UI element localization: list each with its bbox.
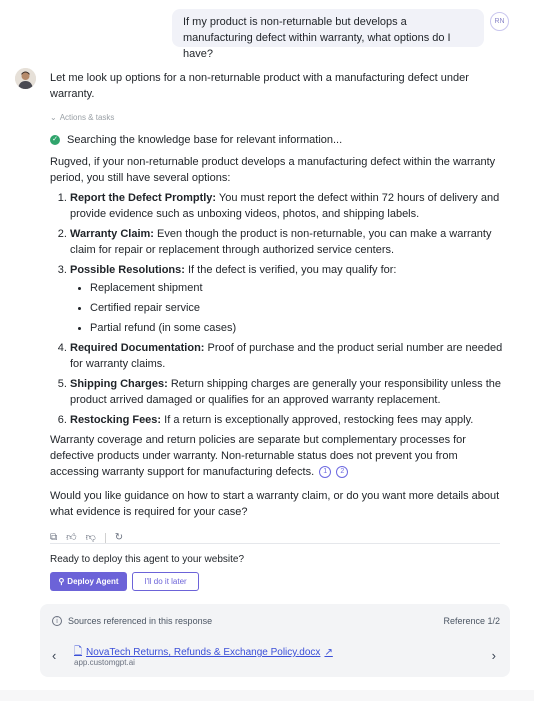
divider <box>105 533 106 543</box>
answer-followup: Would you like guidance on how to start a warranty claim, or do you want more details about what evidence is required for your case? <box>50 490 500 518</box>
options-list <box>50 190 506 428</box>
document-icon: 🗋 <box>74 646 83 657</box>
sources-header-text: Sources referenced in this response <box>68 616 213 626</box>
answer-lead: Rugved, if your non-returnable product develops a manufacturing defect within the warranty period, you still have several options: <box>50 156 496 184</box>
chevron-left-icon[interactable]: ‹ <box>52 648 57 663</box>
search-status <box>50 132 506 148</box>
divider <box>50 543 500 544</box>
citation-2[interactable]: 2 <box>336 466 348 478</box>
list-item: 3. Possible Resolutions: If the defect is verified, you may qualify for: Replacement shipment Certified repair service Partial refund (in some cases) <box>70 262 506 336</box>
thumbs-down-icon[interactable]: 👎︎ <box>85 532 96 543</box>
check-circle-icon: ✓ <box>50 135 60 145</box>
sources-header <box>52 616 212 626</box>
list-item: 5. Shipping Charges: Return shipping charges are generally your responsibility unless the product arrived damaged or qualifies for an approved warranty replacement. <box>70 376 506 408</box>
user-message: If my product is non-returnable but develops a manufacturing defect within warranty, what options do I have? <box>172 9 484 47</box>
list-item: 6. Restocking Fees: If a return is exceptionally approved, restocking fees may apply. <box>70 412 506 428</box>
copy-icon[interactable]: ⧉ <box>50 532 58 543</box>
chevron-right-icon[interactable]: › <box>491 648 496 663</box>
regenerate-icon[interactable]: ↻ <box>114 532 124 543</box>
external-link-icon: ↗ <box>324 647 333 658</box>
list-item: 2. Warranty Claim: Even though the product is non-returnable, you can make a warranty claim for repair or replacement through authorized service centers. <box>70 226 506 258</box>
link-icon: ⚲ <box>58 577 65 586</box>
user-avatar: RN <box>490 12 509 31</box>
list-item: Replacement shipment <box>70 280 506 296</box>
resolutions-list <box>70 280 506 336</box>
list-item: 4. Required Documentation: Proof of purchase and the product serial number are needed for warranty claims. <box>70 340 506 372</box>
search-status-text: Searching the knowledge base for relevant information... <box>67 134 343 146</box>
answer-summary: Warranty coverage and return policies are separate but complementary processes for defective products under warranty. Non-returnable status does not prevent you from accessing warranty support for manufacturing defects. 1 2 <box>50 434 466 478</box>
deploy-agent-label: Deploy Agent <box>67 577 119 586</box>
thumbs-up-icon[interactable]: 👍︎ <box>66 532 77 543</box>
deploy-question: Ready to deploy this agent to your website? <box>50 554 245 565</box>
assistant-message <box>50 70 506 546</box>
do-it-later-button[interactable]: I'll do it later <box>132 572 199 591</box>
citation-1[interactable]: 1 <box>319 466 331 478</box>
reference-counter: Reference 1/2 <box>443 616 500 626</box>
chevron-down-icon: ⌄ <box>50 113 57 122</box>
assistant-intro: Let me look up options for a non-returnable product with a manufacturing defect under warranty. <box>50 72 469 100</box>
actions-tasks-toggle[interactable] <box>50 110 506 126</box>
bot-avatar <box>15 68 36 89</box>
list-item: Certified repair service <box>70 300 506 316</box>
info-icon: i <box>52 616 62 626</box>
list-item: 1. Report the Defect Promptly: You must report the defect within 72 hours of delivery and provide evidence such as unboxing videos, photos, and shipping labels. <box>70 190 506 222</box>
actions-tasks-label: Actions & tasks <box>59 113 115 122</box>
source-doc-title: NovaTech Returns, Refunds & Exchange Policy.docx <box>86 647 321 658</box>
deploy-agent-button[interactable] <box>50 572 127 591</box>
sources-panel <box>40 604 510 677</box>
list-item: Partial refund (in some cases) <box>70 320 506 336</box>
source-domain: app.customgpt.ai <box>74 658 135 667</box>
bottom-bar <box>0 690 534 701</box>
